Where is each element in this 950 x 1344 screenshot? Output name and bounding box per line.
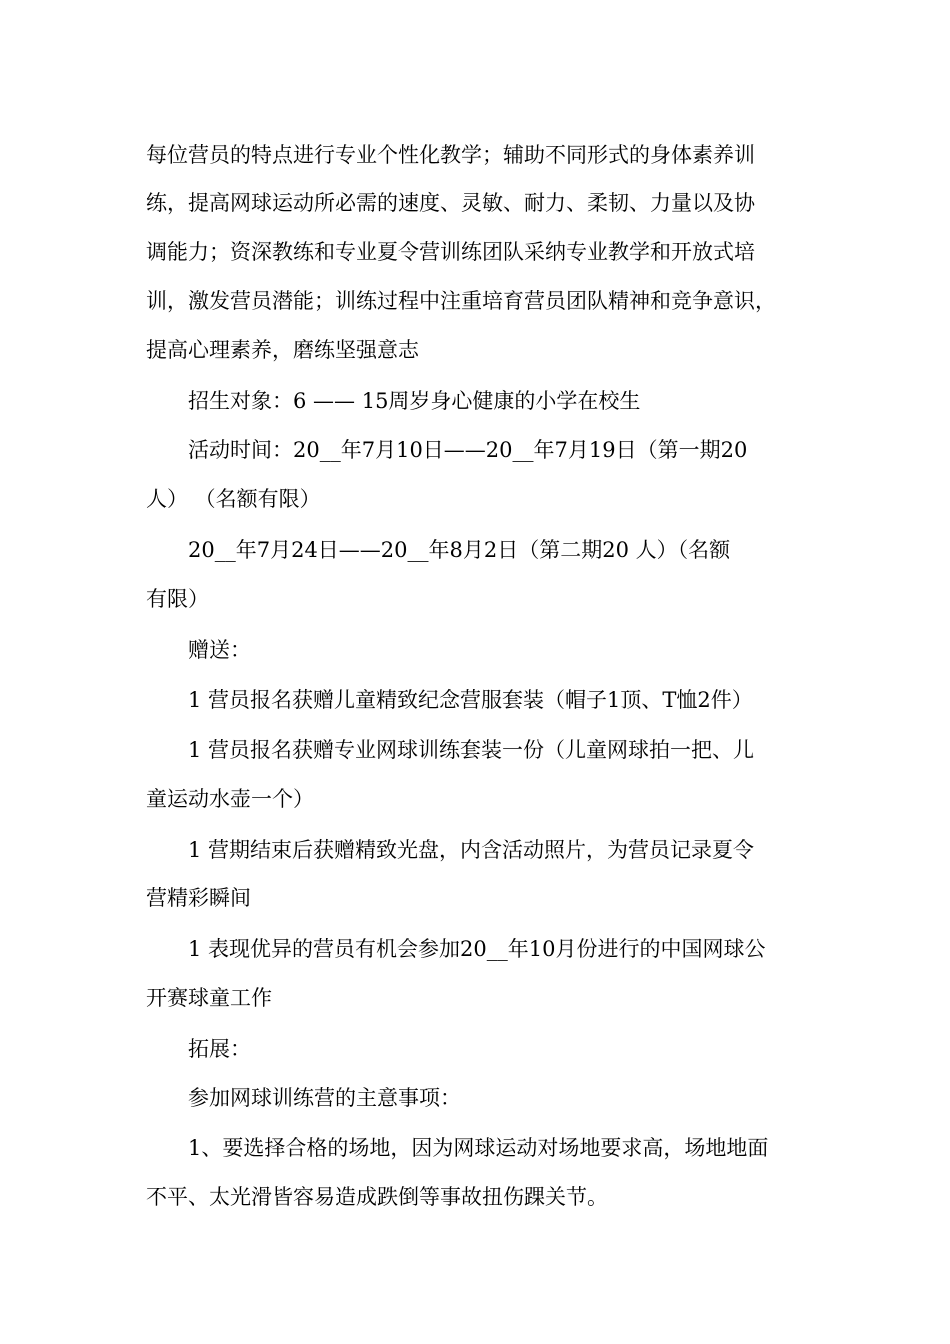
text-line: 20__年7月24日——20__年8月2日（第二期20 人）（名额 bbox=[188, 538, 731, 562]
text-line: 人） （名额有限） bbox=[146, 487, 321, 511]
text-line: 每位营员的特点进行专业个性化教学；辅助不同形式的身体素养训 bbox=[146, 143, 755, 167]
text-line: 提高心理素养，磨练坚强意志 bbox=[146, 338, 419, 362]
text-line: 拓展： bbox=[188, 1037, 251, 1061]
text-line: 童运动水壶一个） bbox=[146, 787, 314, 811]
text-line: 训，激发营员潜能；训练过程中注重培育营员团队精神和竞争意识， bbox=[146, 289, 776, 313]
text-line: 活动时间：20__年7月10日——20__年7月19日（第一期20 bbox=[188, 438, 748, 462]
text-line: 不平、太光滑皆容易造成跌倒等事故扭伤踝关节。 bbox=[146, 1185, 608, 1209]
text-line: 调能力；资深教练和专业夏令营训练团队采纳专业教学和开放式培 bbox=[146, 240, 755, 264]
text-line: 招生对象：6 —— 15周岁身心健康的小学在校生 bbox=[188, 389, 641, 413]
text-line: 开赛球童工作 bbox=[146, 986, 272, 1010]
text-line: 1 营员报名获赠儿童精致纪念营服套装（帽子1顶、T恤2件） bbox=[188, 688, 753, 712]
text-line: 1、要选择合格的场地，因为网球运动对场地要求高，场地地面 bbox=[188, 1136, 769, 1160]
text-line: 有限） bbox=[146, 587, 209, 611]
text-line: 1 表现优异的营员有机会参加20__年10月份进行的中国网球公 bbox=[188, 937, 766, 961]
text-line: 1 营员报名获赠专业网球训练套装一份（儿童网球拍一把、儿 bbox=[188, 738, 755, 762]
text-line: 参加网球训练营的主意事项： bbox=[188, 1086, 461, 1110]
text-line: 营精彩瞬间 bbox=[146, 886, 251, 910]
text-line: 赠送： bbox=[188, 638, 251, 662]
text-line: 1 营期结束后获赠精致光盘，内含活动照片，为营员记录夏令 bbox=[188, 838, 755, 862]
text-line: 练，提高网球运动所必需的速度、灵敏、耐力、柔韧、力量以及协 bbox=[146, 191, 755, 215]
